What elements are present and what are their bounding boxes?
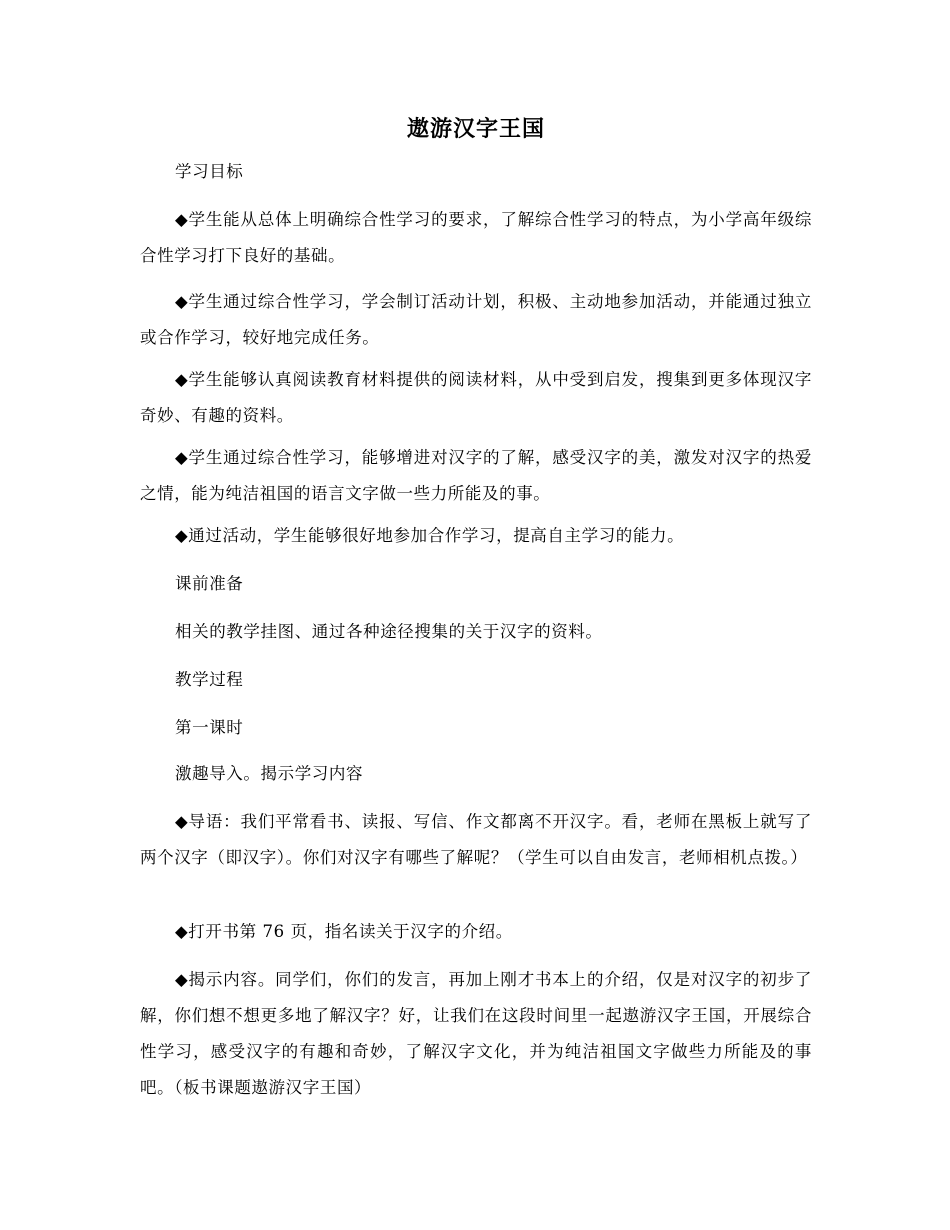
heading-learning-goals: 学习目标 [175, 162, 244, 181]
goal-paragraph-2: ◆学生通过综合性学习，学会制订活动计划，积极、主动地参加活动，并能通过独立或合作学习，较好地完成任务。 [140, 292, 812, 347]
goal-paragraph-1: ◆学生能从总体上明确综合性学习的要求，了解综合性学习的特点，为小学高年级综合性学习打下良好的基础。 [140, 210, 812, 265]
goal-paragraph-3: ◆学生能够认真阅读教育材料提供的阅读材料，从中受到启发，搜集到更多体现汉字奇妙、有趣的资料。 [140, 370, 812, 425]
heading-introduction: 激趣导入。揭示学习内容 [175, 764, 364, 783]
intro-paragraph-2: ◆打开书第 76 页，指名读关于汉字的介绍。 [175, 922, 513, 941]
goal-paragraph-4: ◆学生通过综合性学习，能够增进对汉字的了解，感受汉字的美，激发对汉字的热爱之情，能为纯洁祖国的语言文字做一些力所能及的事。 [140, 448, 812, 503]
document-title: 遨游汉字王国 [406, 116, 545, 142]
preparation-paragraph: 相关的教学挂图、通过各种途径搜集的关于汉字的资料。 [175, 622, 603, 641]
heading-teaching-process: 教学过程 [175, 670, 244, 689]
heading-preparation: 课前准备 [175, 574, 244, 593]
intro-paragraph-3: ◆揭示内容。同学们，你们的发言，再加上刚才书本上的介绍，仅是对汉字的初步了解，你们想不想更多地了解汉字？好，让我们在这段时间里一起遨游汉字王国，开展综合性学习，感受汉字的有趣和奇妙，了解汉字文化，并为纯洁祖国文字做些力所能及的事吧。（板书课题遨游汉字王国） [140, 970, 812, 1097]
intro-paragraph-1: ◆导语：我们平常看书、读报、写信、作文都离不开汉字。看，老师在黑板上就写了两个汉字（即汉字）。你们对汉字有哪些了解呢？（学生可以自由发言，老师相机点拨。） [140, 812, 812, 867]
heading-first-lesson: 第一课时 [175, 718, 244, 737]
goal-paragraph-5: ◆通过活动，学生能够很好地参加合作学习，提高自主学习的能力。 [175, 526, 685, 545]
